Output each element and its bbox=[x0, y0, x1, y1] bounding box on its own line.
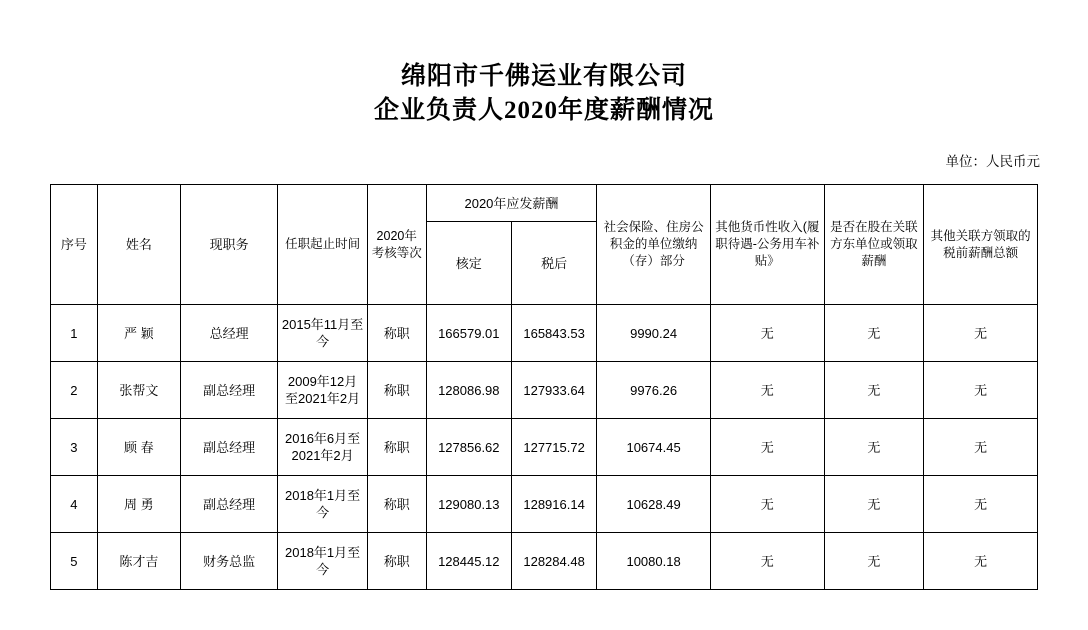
cell-related: 无 bbox=[924, 419, 1038, 476]
cell-grade: 称职 bbox=[367, 476, 426, 533]
table-header bbox=[51, 185, 1038, 305]
cell-other: 无 bbox=[710, 362, 824, 419]
cell-seq: 1 bbox=[51, 305, 98, 362]
header-related-total: 其他关联方领取的税前薪酬总额 bbox=[924, 185, 1038, 305]
cell-approved: 129080.13 bbox=[426, 476, 511, 533]
header-payable-group: 2020年应发薪酬 bbox=[426, 185, 597, 222]
cell-post: 副总经理 bbox=[180, 476, 277, 533]
cell-approved: 128445.12 bbox=[426, 533, 511, 590]
cell-insurance: 9976.26 bbox=[597, 362, 711, 419]
cell-seq: 2 bbox=[51, 362, 98, 419]
header-insurance: 社会保险、住房公积金的单位缴纳（存）部分 bbox=[597, 185, 711, 305]
header-shareholder: 是否在股在关联方东单位或领取薪酬 bbox=[824, 185, 924, 305]
cell-name: 张帮文 bbox=[97, 362, 180, 419]
cell-other: 无 bbox=[710, 419, 824, 476]
cell-after-tax: 128916.14 bbox=[511, 476, 596, 533]
cell-seq: 4 bbox=[51, 476, 98, 533]
table-container bbox=[0, 170, 1088, 590]
cell-insurance: 10080.18 bbox=[597, 533, 711, 590]
cell-other: 无 bbox=[710, 305, 824, 362]
title-block bbox=[0, 0, 1088, 128]
header-seq: 序号 bbox=[51, 185, 98, 305]
cell-term: 2015年11月至今 bbox=[278, 305, 367, 362]
header-name: 姓名 bbox=[97, 185, 180, 305]
cell-related: 无 bbox=[924, 533, 1038, 590]
table-row bbox=[51, 362, 1038, 419]
salary-table bbox=[50, 184, 1038, 590]
table-row bbox=[51, 476, 1038, 533]
cell-other: 无 bbox=[710, 476, 824, 533]
header-post: 现职务 bbox=[180, 185, 277, 305]
cell-shareholder: 无 bbox=[824, 419, 924, 476]
table-body bbox=[51, 305, 1038, 590]
cell-insurance: 10628.49 bbox=[597, 476, 711, 533]
cell-related: 无 bbox=[924, 362, 1038, 419]
cell-after-tax: 165843.53 bbox=[511, 305, 596, 362]
cell-grade: 称职 bbox=[367, 419, 426, 476]
cell-shareholder: 无 bbox=[824, 476, 924, 533]
table-row bbox=[51, 305, 1038, 362]
header-other-income: 其他货币性收入(履职待遇-公务用车补贴》 bbox=[710, 185, 824, 305]
cell-shareholder: 无 bbox=[824, 305, 924, 362]
document-title-line-1: 绵阳市千佛运业有限公司 bbox=[400, 63, 687, 90]
cell-after-tax: 127933.64 bbox=[511, 362, 596, 419]
document-title-line-2: 企业负责人2020年度薪酬情况 bbox=[373, 97, 714, 124]
cell-grade: 称职 bbox=[367, 305, 426, 362]
cell-approved: 128086.98 bbox=[426, 362, 511, 419]
cell-after-tax: 128284.48 bbox=[511, 533, 596, 590]
cell-name: 严 颖 bbox=[97, 305, 180, 362]
cell-grade: 称职 bbox=[367, 533, 426, 590]
cell-post: 总经理 bbox=[180, 305, 277, 362]
table-row bbox=[51, 419, 1038, 476]
cell-insurance: 10674.45 bbox=[597, 419, 711, 476]
cell-approved: 166579.01 bbox=[426, 305, 511, 362]
cell-name: 顾 春 bbox=[97, 419, 180, 476]
unit-note: 单位：人民币元 bbox=[945, 154, 1040, 169]
cell-after-tax: 127715.72 bbox=[511, 419, 596, 476]
cell-other: 无 bbox=[710, 533, 824, 590]
cell-post: 副总经理 bbox=[180, 362, 277, 419]
header-grade: 2020年考核等次 bbox=[367, 185, 426, 305]
cell-name: 周 勇 bbox=[97, 476, 180, 533]
header-payable-approved: 核定 bbox=[426, 222, 511, 305]
header-term: 任职起止时间 bbox=[278, 185, 367, 305]
cell-term: 2009年12月至2021年2月 bbox=[278, 362, 367, 419]
cell-seq: 3 bbox=[51, 419, 98, 476]
cell-grade: 称职 bbox=[367, 362, 426, 419]
header-payable-after-tax: 税后 bbox=[511, 222, 596, 305]
cell-post: 副总经理 bbox=[180, 419, 277, 476]
cell-shareholder: 无 bbox=[824, 533, 924, 590]
cell-related: 无 bbox=[924, 305, 1038, 362]
cell-approved: 127856.62 bbox=[426, 419, 511, 476]
cell-term: 2016年6月至2021年2月 bbox=[278, 419, 367, 476]
cell-related: 无 bbox=[924, 476, 1038, 533]
cell-term: 2018年1月至今 bbox=[278, 476, 367, 533]
cell-post: 财务总监 bbox=[180, 533, 277, 590]
cell-shareholder: 无 bbox=[824, 362, 924, 419]
cell-name: 陈才吉 bbox=[97, 533, 180, 590]
table-row bbox=[51, 533, 1038, 590]
cell-seq: 5 bbox=[51, 533, 98, 590]
cell-term: 2018年1月至今 bbox=[278, 533, 367, 590]
cell-insurance: 9990.24 bbox=[597, 305, 711, 362]
